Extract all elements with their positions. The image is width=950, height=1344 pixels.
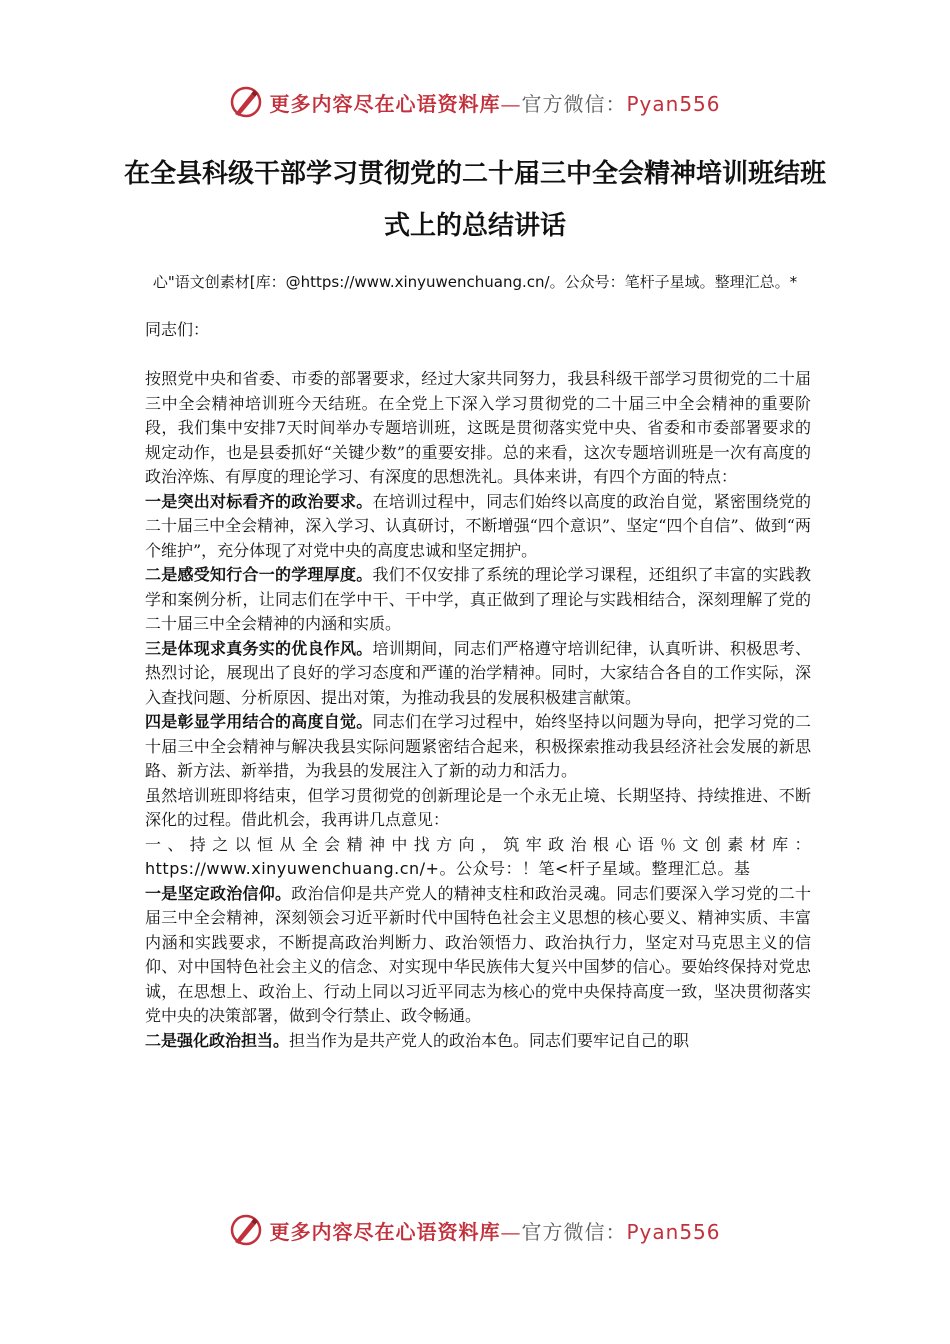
feature-text: 培训期间，同志们严格遵守培训纪律，认真听讲、积极思考、热烈讨论，展现出了良好的学习态度和严谨的治学精神。同时，大家结合各自的工作实际，深入查找问题、分析原因、提出对策，为推动我县的发展积极建言献策。 xyxy=(145,638,811,707)
transition-paragraph: 虽然培训班即将结束，但学习贯彻党的创新理论是一个永无止境、长期坚持、持续推进、不断深化的过程。借此机会，我再讲几点意见： xyxy=(145,785,811,829)
pen-logo-icon xyxy=(229,1213,263,1247)
feature-text: 我们不仅安排了系统的理论学习课程，还组织了丰富的实践教学和案例分析，让同志们在学中干、干中学，真正做到了理论与实践相结合，深刻理解了党的二十届三中全会精神的内涵和实质。 xyxy=(145,565,811,633)
banner-lead: 更多内容尽在心语资料库 xyxy=(269,91,501,116)
point-text: 担当作为是共产党人的政治本色。同志们要牢记自己的职 xyxy=(289,1030,690,1050)
banner-wechat-id: Pyan556 xyxy=(626,91,721,116)
section-heading: 一、持之以恒从全会精神中找方向，筑牢政治根心语％文创素材库：https://www.xinyuwenchuang.cn/+。公众号：！笔<杆子星域。整理汇总。基 xyxy=(145,834,811,878)
feature-lead: 一是突出对标看齐的政治要求。 xyxy=(145,491,373,511)
banner-text xyxy=(269,88,720,117)
feature-paragraph xyxy=(145,563,811,637)
banner-dash: — xyxy=(500,91,522,116)
point-lead: 一是坚定政治信仰。 xyxy=(145,883,292,903)
document-title: 在全县科级干部学习贯彻党的二十届三中全会精神培训班结班式上的总结讲话 xyxy=(123,159,826,241)
feature-paragraph xyxy=(145,637,811,711)
banner-wechat-id: Pyan556 xyxy=(626,1219,721,1244)
point-paragraph xyxy=(145,1029,811,1054)
banner-lead: 更多内容尽在心语资料库 xyxy=(269,1219,501,1244)
feature-text: 同志们在学习过程中，始终坚持以问题为导向，把学习党的二十届三中全会精神与解决我县实际问题紧密结合起来，积极探索推动我县经济社会发展的新思路、新方法、新举措，为我县的发展注入了新的动力和活力。 xyxy=(145,712,811,780)
point-text: 政治信仰是共产党人的精神支柱和政治灵魂。同志们要深入学习党的二十届三中全会精神，深刻领会习近平新时代中国特色社会主义思想的核心要义、精神实质、丰富内涵和实践要求，不断提高政治判断力、政治领悟力、政治执行力，坚定对马克思主义的信仰、对中国特色社会主义的信念、对实现中华民族伟大复兴中国梦的信心。要始终保持对党忠诚，在思想上、政治上、行动上同以习近平同志为核心的党中央保持高度一致，坚决贯彻落实党中央的决策部署，做到令行禁止、政令畅通。 xyxy=(145,883,811,1025)
feature-paragraph xyxy=(145,710,811,784)
point-lead: 二是强化政治担当。 xyxy=(145,1030,290,1050)
banner-rest: 官方微信： xyxy=(521,91,627,116)
banner-rest: 官方微信： xyxy=(521,1219,627,1244)
banner-dash: — xyxy=(500,1219,522,1244)
feature-lead: 四是彰显学用结合的高度自觉。 xyxy=(145,712,373,731)
feature-lead: 二是感受知行合一的学理厚度。 xyxy=(145,565,373,584)
header-banner xyxy=(0,80,950,124)
point-paragraph xyxy=(145,882,811,1029)
document-body xyxy=(145,318,811,1053)
intro-paragraph: 按照党中央和省委、市委的部署要求，经过大家共同努力，我县科级干部学习贯彻党的二十届三中全会精神培训班今天结班。在全党上下深入学习贯彻党的二十届三中全会精神的重要阶段，我们集中安排7天时间举办专题培训班，这既是贯彻落实党中央、省委和市委部署要求的规定动作，也是县委抓好“关键少数”的重要安排。总的来看，这次专题培训班是一次有高度的政治淬炼、有厚度的理论学习、有深度的思想洗礼。具体来讲，有四个方面的特点： xyxy=(145,369,811,486)
banner-text xyxy=(269,1216,720,1245)
feature-lead: 三是体现求真务实的优良作风。 xyxy=(145,638,373,658)
feature-text: 在培训过程中，同志们始终以高度的政治自觉，紧密围绕党的二十届三中全会精神，深入学习、认真研讨，不断增强“四个意识”、坚定“四个自信”、做到“两个维护”，充分体现了对党中央的高度忠诚和坚定拥护。 xyxy=(145,491,811,560)
salutation: 同志们： xyxy=(145,320,210,339)
feature-paragraph xyxy=(145,490,811,564)
pen-logo-icon xyxy=(229,85,263,119)
footer-banner xyxy=(0,1208,950,1252)
source-note: 心"语文创素材[库：@https://www.xinyuwenchuang.cn/。公众号：笔杆子星域。整理汇总。* xyxy=(152,273,798,291)
